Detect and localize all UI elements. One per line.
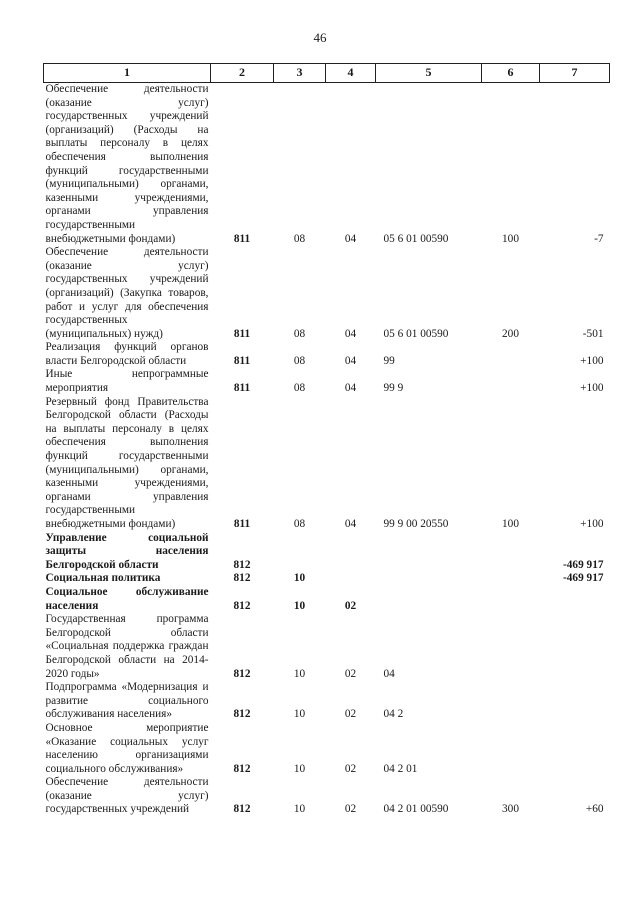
row-target-article — [376, 532, 482, 573]
row-description: Обеспечение деятельности (оказание услуг) государственных учреждений (организаций) (Закупка товаров, работ и услуг для обеспечения государственных (муниципальных) нужд) — [45, 246, 209, 340]
row-section: 10 — [293, 572, 306, 585]
row-section: 10 — [293, 599, 306, 612]
row-amount: -469 917 — [563, 558, 604, 571]
row-target-article: 04 2 — [383, 708, 404, 721]
row-amount: -7 — [594, 232, 604, 245]
row-subsection: 04 — [344, 382, 357, 395]
row-target-article: 99 9 — [383, 382, 404, 395]
row-target-article: 05 6 01 00590 — [383, 232, 449, 245]
row-ministry-code: 811 — [233, 354, 251, 367]
row-amount — [540, 613, 610, 681]
row-ministry-code: 811 — [233, 327, 251, 340]
row-amount — [540, 586, 610, 613]
row-subsection: 04 — [344, 518, 357, 530]
row-section: 08 — [293, 518, 306, 530]
header-cell-7: 7 — [540, 64, 610, 83]
row-target-article: 99 9 00 20550 — [383, 518, 449, 530]
row-ministry-code: 811 — [233, 382, 251, 395]
row-expense-type — [482, 722, 540, 776]
row-ministry-code: 812 — [233, 558, 251, 571]
row-amount: +100 — [580, 382, 604, 395]
table-row — [44, 368, 610, 395]
row-expense-type — [482, 681, 540, 722]
header-cell-3: 3 — [274, 64, 326, 83]
row-target-article: 99 — [383, 354, 395, 367]
row-ministry-code: 812 — [233, 803, 251, 816]
row-section: 08 — [293, 354, 306, 367]
row-target-article — [376, 572, 482, 586]
row-expense-type — [482, 341, 540, 368]
header-row — [44, 64, 610, 83]
row-ministry-code: 812 — [233, 599, 251, 612]
page-number: 46 — [313, 30, 327, 45]
row-subsection: 04 — [344, 327, 357, 340]
row-subsection: 02 — [344, 599, 357, 612]
table-row — [44, 341, 610, 368]
table-row — [44, 613, 610, 681]
budget-table — [43, 63, 610, 817]
row-section: 10 — [293, 708, 306, 721]
row-section: 10 — [293, 762, 306, 775]
row-target-article: 05 6 01 00590 — [383, 327, 449, 340]
row-subsection: 02 — [344, 667, 357, 680]
row-target-article: 04 2 01 — [383, 762, 418, 775]
row-description: Резервный фонд Правительства Белгородской области (Расходы на выплаты персоналу в целях обеспечения выполнения функций государственными (муниципальными) органами, казенными учреждениями, органами управления государственными внебюджетными фондами) — [45, 395, 209, 530]
row-ministry-code: 812 — [233, 762, 251, 775]
row-expense-type — [482, 572, 540, 586]
header-cell-6: 6 — [482, 64, 540, 83]
row-target-article: 04 2 01 00590 — [383, 803, 449, 816]
row-expense-type: 300 — [502, 803, 519, 816]
table-row — [44, 681, 610, 722]
table-row — [44, 396, 610, 532]
row-description: Подпрограмма «Модернизация и развитие социального обслуживания населения» — [45, 681, 209, 721]
table-row — [44, 532, 610, 573]
row-expense-type — [482, 532, 540, 573]
row-amount: -501 — [582, 327, 604, 340]
row-amount: -469 917 — [563, 572, 604, 585]
row-expense-type — [482, 586, 540, 613]
row-section: 08 — [293, 382, 306, 395]
row-subsection: 02 — [344, 762, 357, 775]
row-description: Социальная политика — [45, 572, 161, 585]
row-description: Иные непрограммные мероприятия — [45, 368, 209, 395]
row-amount — [540, 722, 610, 776]
row-description: Социальное обслуживание населения — [45, 585, 209, 612]
row-ministry-code: 811 — [233, 232, 251, 245]
row-section — [274, 532, 326, 573]
table-row — [44, 572, 610, 586]
row-subsection: 02 — [344, 803, 357, 816]
row-subsection: 04 — [344, 354, 357, 367]
row-subsection — [326, 532, 376, 573]
table-row — [44, 776, 610, 817]
row-section: 08 — [293, 327, 306, 340]
row-ministry-code: 812 — [233, 572, 251, 585]
table-row — [44, 83, 610, 247]
row-description: Основное мероприятие «Оказание социальных услуг населению организациями социального обслуживания» — [45, 721, 209, 775]
row-target-article: 04 — [383, 667, 395, 680]
row-description: Управление социальной защиты населения Белгородской области — [45, 531, 209, 571]
row-section: 10 — [293, 667, 306, 680]
row-expense-type: 100 — [502, 518, 519, 530]
row-expense-type — [482, 368, 540, 395]
row-description: Реализация функций органов власти Белгородской области — [45, 341, 209, 367]
row-expense-type — [482, 613, 540, 681]
row-amount: +60 — [585, 803, 604, 816]
row-expense-type: 200 — [502, 327, 519, 340]
header-cell-5: 5 — [376, 64, 482, 83]
row-amount: +100 — [580, 518, 604, 530]
row-ministry-code: 811 — [233, 518, 251, 530]
row-ministry-code: 812 — [233, 708, 251, 721]
table-row — [44, 722, 610, 776]
row-target-article — [376, 586, 482, 613]
header-cell-2: 2 — [211, 64, 274, 83]
row-ministry-code: 812 — [233, 667, 251, 680]
row-amount — [540, 681, 610, 722]
row-section: 10 — [293, 803, 306, 816]
row-subsection — [326, 572, 376, 586]
header-cell-4: 4 — [326, 64, 376, 83]
row-subsection: 02 — [344, 708, 357, 721]
row-description: Государственная программа Белгородской области «Социальная поддержка граждан Белгородской области на 2014-2020 годы» — [45, 613, 209, 680]
row-expense-type: 100 — [502, 232, 519, 245]
header-cell-1: 1 — [44, 64, 211, 83]
row-description: Обеспечение деятельности (оказание услуг) государственных учреждений — [45, 776, 209, 816]
row-description: Обеспечение деятельности (оказание услуг) государственных учреждений (организаций) (Расходы на выплаты персоналу в целях обеспечения выполнения функций государственными (муниципальными) органами, казенными учреждениями, органами управления государственными внебюджетными фондами) — [45, 83, 209, 245]
row-subsection: 04 — [344, 232, 357, 245]
table-row — [44, 246, 610, 341]
table-row — [44, 586, 610, 613]
row-section: 08 — [293, 232, 306, 245]
row-amount: +100 — [580, 354, 604, 367]
